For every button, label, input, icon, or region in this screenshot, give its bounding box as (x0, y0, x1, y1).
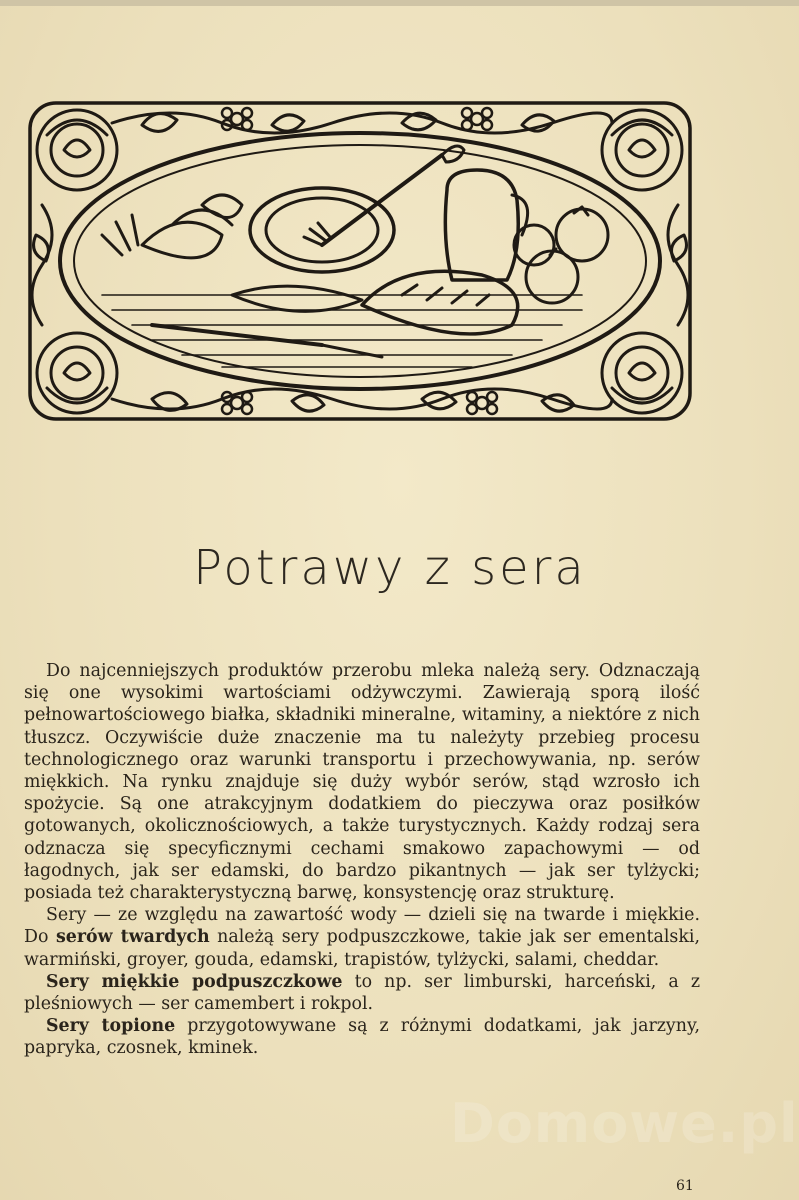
bold-term: Sery topione (46, 1016, 176, 1037)
text-span: przygotowywane są z różnymi dodatkami, jak jarzyny, papryka, czosnek, kminek. (24, 1016, 700, 1059)
paragraph-processed-cheeses (24, 1015, 700, 1059)
text-span: to np. ser limburski, harceński, a z pleśniowych — ser camembert i rokpol. (24, 971, 700, 1015)
food-platter-illustration (22, 95, 698, 427)
page-top-edge (0, 0, 799, 6)
page-title: Potrawy z sera (193, 540, 587, 596)
text-span: Sery — ze względu na zawartość wody — dzieli się na twarde i miękkie. Do (24, 905, 700, 948)
paragraph-hard-cheeses (24, 904, 700, 971)
bold-term: Sery miękkie podpuszczkowe (46, 971, 343, 992)
text-span: należą sery podpuszczkowe, takie jak ser ementalski, warmiński, groyer, gouda, edamski, trapistów, tylżycki, salami, cheddar. (24, 927, 700, 970)
paragraph-soft-cheeses (24, 971, 700, 1015)
watermark: Domowe.pl (450, 1092, 799, 1155)
paragraph-intro: Do najcenniejszych produktów przerobu mleka należą sery. Odznaczają się one wysokimi wartościami odżywczymi. Zawierają sporą ilość pełnowartościowego białka, składniki mineralne, witaminy, a niektóre z nich tłuszcz. Oczywiście duże znaczenie ma tu należyty przebieg procesu technologicznego oraz warunki transportu i przechowywania, np. serów miękkich. Na rynku znajduje się duży wybór serów, stąd wzrosło ich spożycie. Są one atrakcyjnym dodatkiem do pieczywa oraz posiłków gotowanych, okolicznościowych, a także turystycznych. Każdy rodzaj sera odznacza się specyficznymi cechami smakowo zapachowymi — od łagodnych, jak ser edamski, do bardzo pikantnych — jak ser tylżycki; posiada też charakterystyczną barwę, konsystencję oraz strukturę. (24, 661, 700, 904)
page-number: 61 (676, 1178, 694, 1194)
bold-term: serów twardych (55, 927, 210, 948)
body-text (24, 660, 700, 1060)
